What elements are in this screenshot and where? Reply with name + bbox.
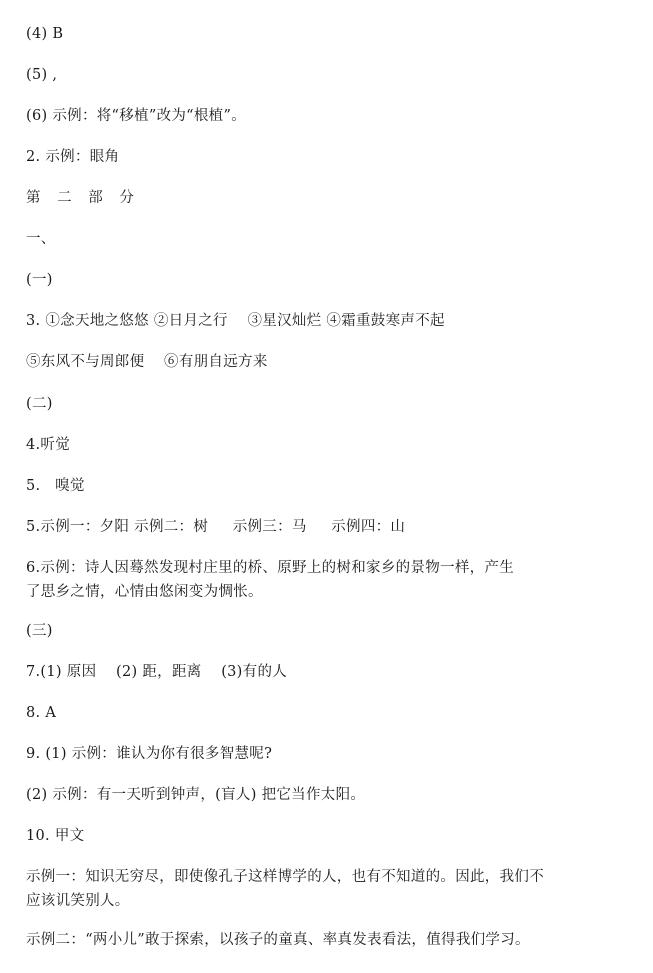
answer-line: 6.示例：诗人因蓦然发现村庄里的桥、原野上的树和家乡的景物一样，产生: [26, 560, 515, 576]
answer-line: 4.听觉: [26, 437, 71, 453]
answer-line: 应该讥笑别人。: [26, 893, 130, 909]
answer-line: (5) ,: [26, 67, 58, 83]
answer-line: ⑤东风不与周郎便 ⑥有朋自远方来: [26, 354, 268, 370]
subsection-marker: (三): [26, 623, 53, 639]
answer-line: 8. A: [26, 705, 57, 721]
answer-line: 2. 示例：眼角: [26, 149, 120, 165]
subsection-marker: (一): [26, 272, 53, 288]
answer-line: 3. ①念天地之悠悠 ②日月之行 ③星汉灿烂 ④霜重鼓寒声不起: [26, 313, 445, 329]
answer-line: (2) 示例：有一天听到钟声，(盲人) 把它当作太阳。: [26, 787, 366, 803]
answer-line: 9. (1) 示例：谁认为你有很多智慧呢?: [26, 746, 273, 762]
subsection-marker: (二): [26, 396, 53, 412]
answer-line: 示例二：“两小儿”敢于探索，以孩子的童真、率真发表看法，值得我们学习。: [26, 932, 530, 948]
answer-line: (6) 示例：将“移植”改为“根植”。: [26, 108, 246, 124]
answer-line: (4) B: [26, 26, 64, 42]
section-heading: 第 二 部 分: [26, 190, 140, 206]
answer-line: 了思乡之情，心情由悠闲变为惆怅。: [26, 584, 263, 600]
section-subheading: 一、: [26, 231, 56, 247]
answer-line: 5.示例一：夕阳 示例二：树 示例三：马 示例四：山: [26, 519, 406, 535]
answer-line: 示例一：知识无穷尽，即使像孔子这样博学的人，也有不知道的。因此，我们不: [26, 869, 544, 885]
answer-paragraph: [26, 556, 630, 604]
answer-line: 10. 甲文: [26, 828, 85, 844]
answer-line: 7.(1) 原因 (2) 距，距离 (3)有的人: [26, 664, 288, 680]
answer-paragraph: [26, 865, 630, 913]
answer-line: 5. 嗅觉: [26, 478, 85, 494]
